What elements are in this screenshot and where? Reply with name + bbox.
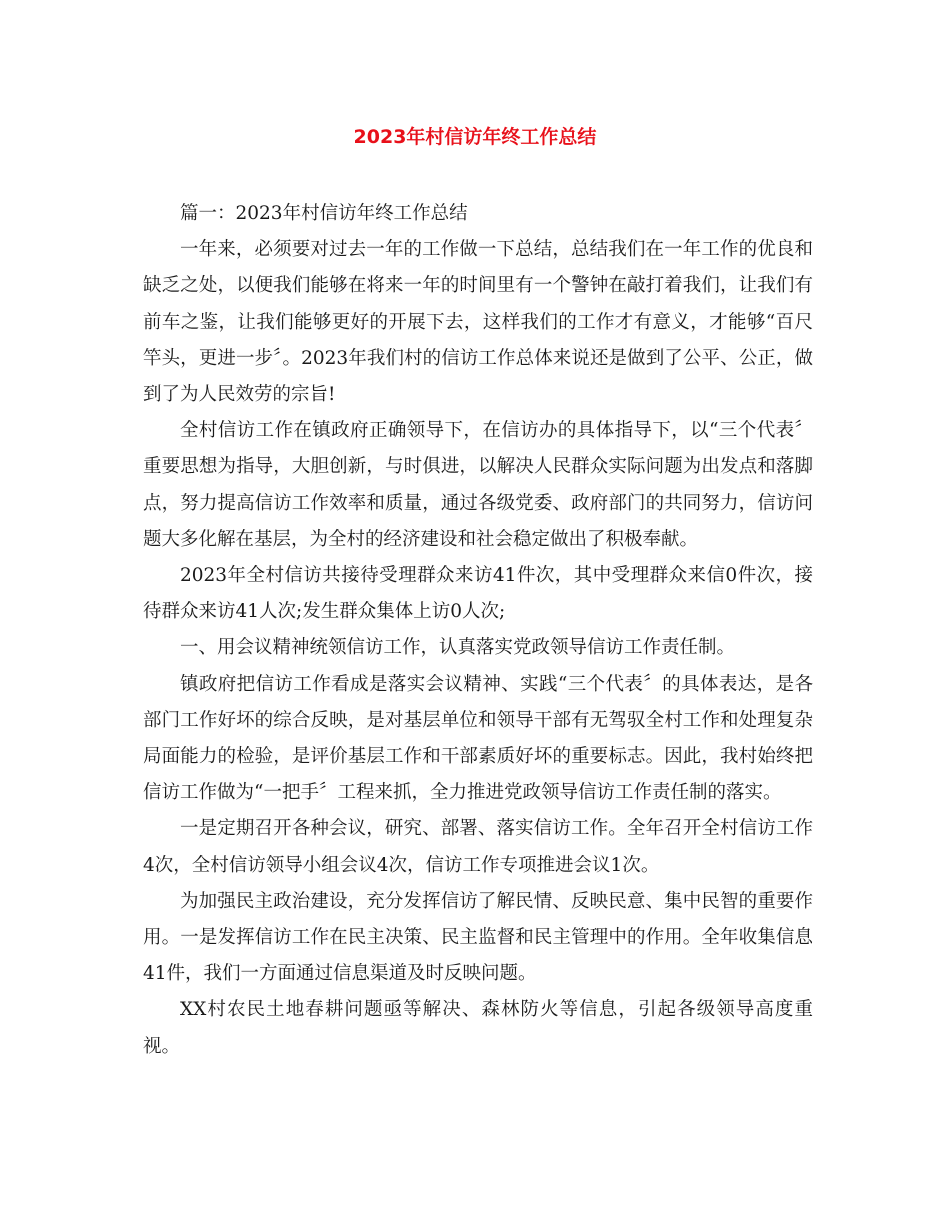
document-title: 2023年村信访年终工作总结 <box>353 126 597 148</box>
paragraph-subheading: 一、用会议精神统领信访工作，认真落实党政领导信访工作责任制。 <box>180 637 736 659</box>
paragraph: 一是定期召开各种会议，研究、部署、落实信访工作。全年召开全村信访工作4次，全村信访领导小组会议4次，信访工作专项推进会议1次。 <box>143 818 813 876</box>
document-body <box>143 196 813 1065</box>
paragraph: 镇政府把信访工作看成是落实会议精神、实践“三个代表〞的具体表达，是各部门工作好坏的综合反映，是对基层单位和领导干部有无驾驭全村工作和处理复杂局面能力的检验，是评价基层工作和干部素质好坏的重要标志。因此，我村始终把信访工作做为“一把手〞工程来抓，全力推进党政领导信访工作责任制的落实。 <box>143 673 813 804</box>
paragraph: XX村农民土地春耕问题亟等解决、森林防火等信息，引起各级领导高度重视。 <box>143 999 813 1057</box>
paragraph-section-heading: 篇一：2023年村信访年终工作总结 <box>180 203 468 224</box>
paragraph: 全村信访工作在镇政府正确领导下，在信访办的具体指导下，以“三个代表〞重要思想为指导，大胆创新，与时俱进，以解决人民群众实际问题为出发点和落脚点，努力提高信访工作效率和质量，通过各级党委、政府部门的共同努力，信访问题大多化解在基层，为全村的经济建设和社会稳定做出了积极奉献。 <box>143 420 813 550</box>
paragraph: 2023年全村信访共接待受理群众来访41件次，其中受理群众来信0件次，接待群众来访41人次;发生群众集体上访0人次; <box>143 565 813 623</box>
paragraph: 一年来，必须要对过去一年的工作做一下总结，总结我们在一年工作的优良和缺乏之处，以便我们能够在将来一年的时间里有一个警钟在敲打着我们，让我们有前车之鉴，让我们能够更好的开展下去，这样我们的工作才有意义，才能够“百尺竿头，更进一步〞。2023年我们村的信访工作总体来说还是做到了公平、公正，做到了为人民效劳的宗旨! <box>143 239 813 406</box>
paragraph: 为加强民主政治建设，充分发挥信访了解民情、反映民意、集中民智的重要作用。一是发挥信访工作在民主决策、民主监督和民主管理中的作用。全年收集信息41件，我们一方面通过信息渠道及时反映问题。 <box>143 890 813 985</box>
